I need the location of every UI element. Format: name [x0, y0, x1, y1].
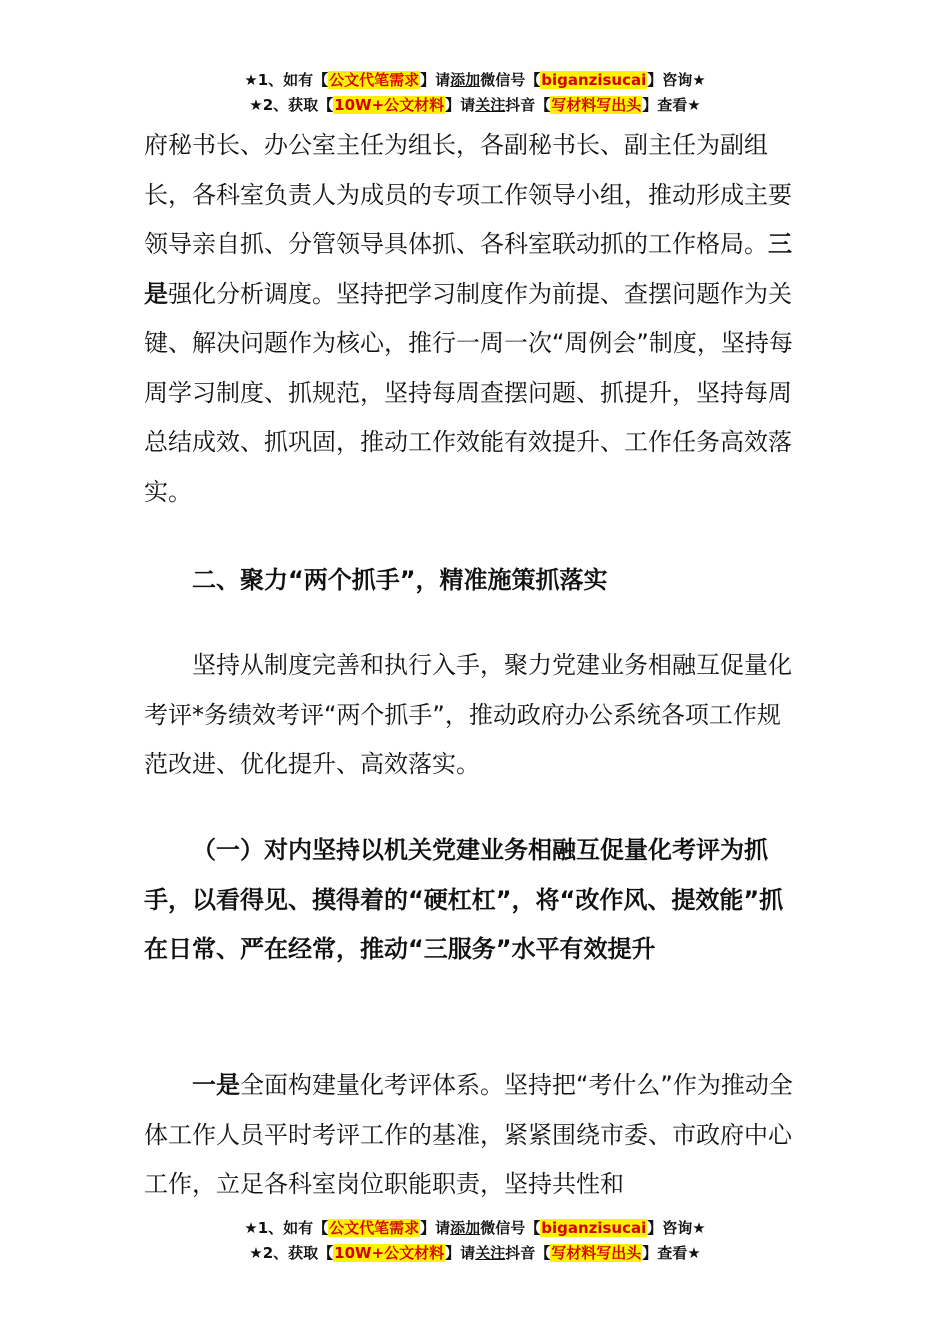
banner-text: 微信号【: [480, 71, 541, 89]
highlight-douyin: 写材料写出头: [551, 96, 642, 114]
banner-text: 抖音【: [505, 96, 551, 114]
banner-text: 】查看: [642, 96, 688, 114]
footer-banner: [0, 1216, 950, 1266]
section-heading-2: 二、聚力“两个抓手”，精准施策抓落实: [192, 566, 608, 594]
highlight-materials: 10W+公文材料: [334, 1244, 445, 1262]
banner-line-1: [0, 68, 950, 93]
star-icon: ★: [244, 71, 258, 89]
highlight-service: 公文代笔需求: [329, 1219, 420, 1237]
paragraph-text: 府秘书长、办公室主任为组长，各副秘书长、副主任为副组长，各科室负责人为成员的专项工作领导小组，推动形成主要领导亲自抓、分管领导具体抓、各科室联动抓的工作格局。: [144, 131, 792, 258]
banner-text: 】咨询: [647, 71, 693, 89]
banner-line-2: [0, 1241, 950, 1266]
highlight-wechat-id: biganzisucai: [541, 1219, 647, 1237]
underlined-text: 添加: [450, 71, 481, 89]
banner-text: 1、如有【: [257, 71, 329, 89]
banner-text: 】查看: [642, 1244, 688, 1262]
highlight-wechat-id: biganzisucai: [541, 71, 647, 89]
star-icon: ★: [687, 96, 701, 114]
paragraph-text: 强化分析调度。坚持把学习制度作为前提、查摆问题作为关键、解决问题作为核心，推行一周一次“周例会”制度，坚持每周学习制度、抓规范，坚持每周查摆问题、抓提升，坚持每周总结成效、抓巩固，推动工作效能有效提升、工作任务高效落实。: [144, 279, 793, 506]
banner-text: 2、获取【: [262, 96, 334, 114]
banner-line-2: [0, 93, 950, 118]
banner-text: 】请: [420, 71, 451, 89]
star-icon: ★: [249, 96, 263, 114]
star-icon: ★: [692, 1219, 706, 1237]
banner-text: 抖音【: [505, 1244, 551, 1262]
underlined-text: 关注: [475, 1244, 506, 1262]
body-paragraph-1: [144, 121, 804, 517]
paragraph-bold-marker: 三是: [144, 230, 792, 308]
body-paragraph-2: 坚持从制度完善和执行入手，聚力党建业务相融互促量化考评*务绩效考评“两个抓手”，推动政府办公系统各项工作规范改进、优化提升、高效落实。: [144, 651, 792, 778]
star-icon: ★: [244, 1219, 258, 1237]
highlight-service: 公文代笔需求: [329, 71, 420, 89]
banner-text: 2、获取【: [262, 1244, 334, 1262]
subsection-heading-1: （一）对内坚持以机关党建业务相融互促量化考评为抓手，以看得见、摸得着的“硬杠杠”，将“改作风、提效能”抓在日常、严在经常，推动“三服务”水平有效提升: [144, 836, 784, 963]
body-paragraph-3: [144, 1061, 804, 1210]
banner-text: 】请: [445, 1244, 476, 1262]
banner-text: 微信号【: [480, 1219, 541, 1237]
star-icon: ★: [249, 1244, 263, 1262]
underlined-text: 关注: [475, 96, 506, 114]
banner-line-1: [0, 1216, 950, 1241]
highlight-douyin: 写材料写出头: [551, 1244, 642, 1262]
paragraph-text: 全面构建量化考评体系。坚持把“考什么”作为推动全体工作人员平时考评工作的基准，紧紧围绕市委、市政府中心工作，立足各科室岗位职能职责，坚持共性和: [144, 1071, 793, 1198]
banner-text: 】请: [445, 96, 476, 114]
paragraph-bold-marker: 一是: [192, 1071, 240, 1099]
banner-text: 】请: [420, 1219, 451, 1237]
highlight-materials: 10W+公文材料: [334, 96, 445, 114]
star-icon: ★: [692, 71, 706, 89]
header-banner: [0, 68, 950, 118]
underlined-text: 添加: [450, 1219, 481, 1237]
star-icon: ★: [687, 1244, 701, 1262]
banner-text: 】咨询: [647, 1219, 693, 1237]
banner-text: 1、如有【: [257, 1219, 329, 1237]
